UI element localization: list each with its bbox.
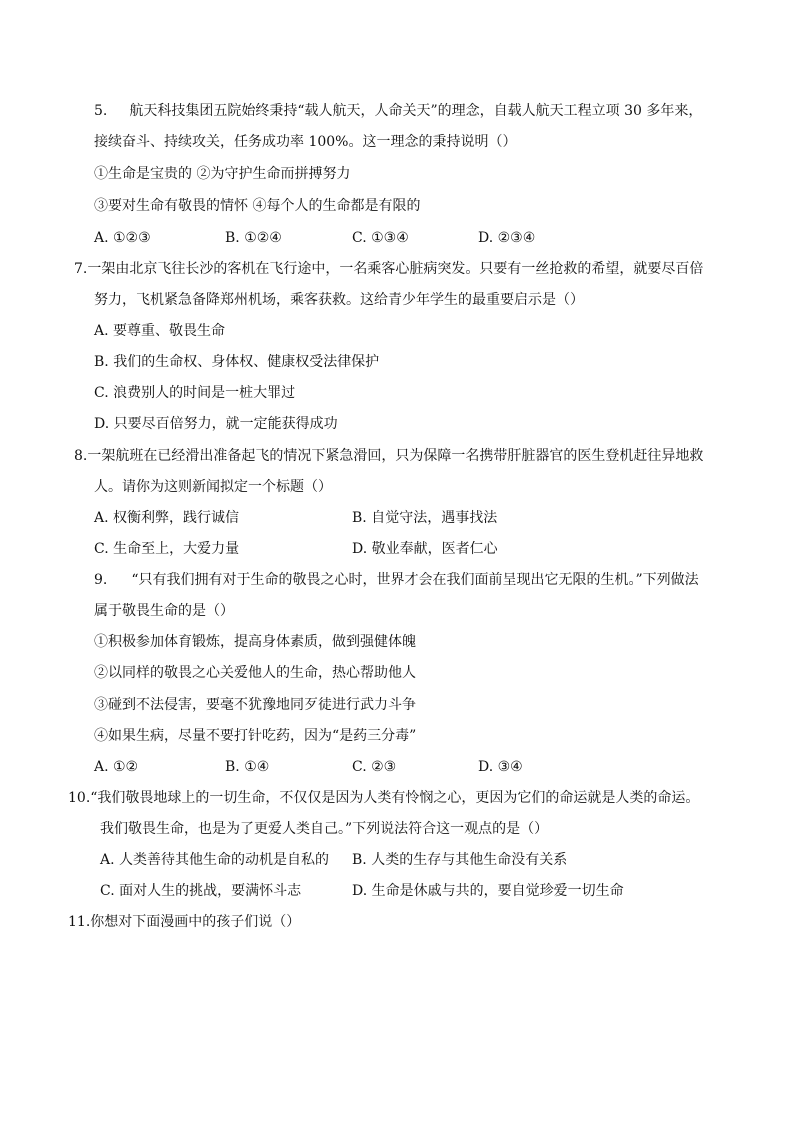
- q5-option-c: C. ①③④: [352, 230, 409, 246]
- q7-option-d: D. 只要尽百倍努力，就一定能获得成功: [94, 416, 338, 432]
- q8-option-b: B. 自觉守法，遇事找法: [352, 510, 498, 526]
- q10-number: 10.: [68, 790, 91, 806]
- q10-stem-line1: [68, 789, 699, 807]
- q5-statement-2: ③要对生命有敬畏的情怀 ④每个人的生命都是有限的: [94, 198, 421, 214]
- q9-stem-text1: “只有我们拥有对于生命的敬畏之心时，世界才会在我们面前呈现出它无限的生机。”下列做法: [131, 572, 699, 588]
- q5-option-a: A. ①②③: [94, 230, 151, 246]
- q9-option-a: A. ①②: [94, 759, 139, 775]
- q9-stem-line2: 属于敬畏生命的是（）: [94, 603, 234, 619]
- q10-option-b: B. 人类的生存与其他生命没有关系: [352, 852, 568, 868]
- q7-stem-line2: 努力，飞机紧急备降郑州机场，乘客获救。这给青少年学生的最重要启示是（）: [94, 292, 584, 308]
- q11-stem-text1: 你想对下面漫画中的孩子们说（）: [90, 914, 301, 930]
- q10-stem-line2: 我们敬畏生命，也是为了更爱人类自己。”下列说法符合这一观点的是（）: [100, 821, 549, 837]
- q10-option-d: D. 生命是休戚与共的，要自觉珍爱一切生命: [352, 883, 624, 899]
- q5-stem-text1: 航天科技集团五院始终秉持“载人航天，人命关天”的理念，自载人航天工程立项 30 多年来，: [129, 103, 703, 119]
- q9-statement-1: ①积极参加体育锻炼，提高身体素质，做到强健体魄: [94, 634, 416, 650]
- q5-option-d: D. ②③④: [478, 230, 536, 246]
- q7-stem-text1: 一架由北京飞往长沙的客机在飞行途中，一名乘客心脏病突发。只要有一丝抢救的希望，就要尽百倍: [87, 261, 704, 277]
- q8-number: 8.: [74, 448, 88, 464]
- q8-option-c: C. 生命至上，大爱力量: [94, 541, 240, 557]
- q10-option-a: A. 人类善待其他生命的动机是自私的: [100, 852, 330, 868]
- q5-stem-line2: 接续奋斗、持续攻关，任务成功率 100%。这一理念的秉持说明（）: [94, 134, 517, 150]
- q5-option-b: B. ①②④: [225, 230, 282, 246]
- q8-option-a: A. 权衡利弊，践行诚信: [94, 510, 240, 526]
- q9-stem-line1: [94, 571, 699, 589]
- q7-option-a: A. 要尊重、敬畏生命: [94, 323, 226, 339]
- q8-stem-line1: [74, 447, 703, 465]
- q11-number: 11.: [68, 914, 91, 930]
- q9-option-b: B. ①④: [225, 759, 270, 775]
- q7-stem-line1: [74, 260, 703, 278]
- q10-stem-text1: “我们敬畏地球上的一切生命，不仅仅是因为人类有怜悯之心，更因为它们的命运就是人类的命运。: [90, 790, 700, 806]
- q9-option-d: D. ③④: [478, 759, 523, 775]
- q7-option-c: C. 浪费别人的时间是一桩大罪过: [94, 385, 296, 401]
- q11-stem-line1: [68, 913, 300, 931]
- q8-option-d: D. 敬业奉献，医者仁心: [352, 541, 498, 557]
- q9-statement-3: ③碰到不法侵害，要毫不犹豫地同歹徒进行武力斗争: [94, 697, 416, 713]
- q5-stem-line1: [94, 102, 702, 120]
- q9-statement-2: ②以同样的敬畏之心关爱他人的生命，热心帮助他人: [94, 665, 416, 681]
- q7-option-b: B. 我们的生命权、身体权、健康权受法律保护: [94, 354, 380, 370]
- q5-number: 5.: [94, 103, 108, 119]
- q8-stem-text1: 一架航班在已经滑出准备起飞的情况下紧急滑回，只为保障一名携带肝脏器官的医生登机赶往异地救: [87, 448, 704, 464]
- q9-option-c: C. ②③: [352, 759, 397, 775]
- q10-option-c: C. 面对人生的挑战，要满怀斗志: [100, 883, 302, 899]
- q5-statement-1: ①生命是宝贵的 ②为守护生命而拼搏努力: [94, 166, 351, 182]
- q9-number: 9.: [94, 572, 108, 588]
- q7-number: 7.: [74, 261, 88, 277]
- q9-statement-4: ④如果生病，尽量不要打针吃药，因为“是药三分毒”: [94, 728, 417, 744]
- q8-stem-line2: 人。请你为这则新闻拟定一个标题（）: [94, 479, 332, 495]
